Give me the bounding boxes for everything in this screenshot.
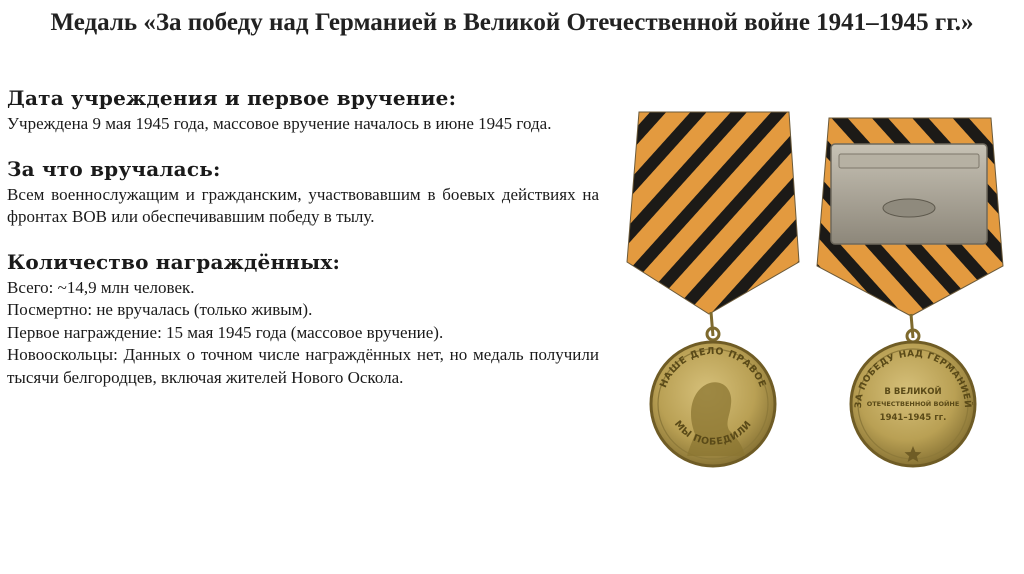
medal-back	[817, 118, 1003, 466]
section-text: Учреждена 9 мая 1945 года, массовое вручение началось в июне 1945 года.	[7, 114, 552, 133]
section-count	[7, 250, 599, 390]
slide-title: Медаль «За победу над Германией в Великой Отечественной войне 1941–1945 гг.»	[50, 9, 974, 36]
count-novy-oskol: Новооскольцы: Данных о точном числе награждённых нет, но медаль получили тысячи белгородцев, включая жителей Нового Оскола.	[7, 345, 599, 387]
section-text: Всем военнослужащим и гражданским, участвовавшим в боевых действиях на фронтах ВОВ или обеспечивавшим победу в тылу.	[7, 184, 599, 226]
back-inscription-ring: ЗА ПОБЕДУ НАД ГЕРМАНИЕЙ	[853, 349, 973, 409]
medal-images	[617, 104, 1017, 484]
back-center-line1: В ВЕЛИКОЙ	[884, 387, 942, 397]
content-column	[7, 86, 599, 410]
count-posthumous: Посмертно: не вручалась (только живым).	[7, 300, 313, 319]
ribbon-front	[627, 112, 799, 314]
count-total: Всего: ~14,9 млн человек.	[7, 277, 195, 297]
section-established	[7, 86, 599, 136]
section-text	[7, 277, 599, 390]
section-awarded-for	[7, 157, 599, 229]
front-inscription-bottom: МЫ ПОБЕДИЛИ	[671, 418, 755, 448]
section-heading: Количество награждённых:	[7, 249, 341, 274]
front-inscription-top: НАШЕ ДЕЛО ПРАВОЕ	[658, 345, 768, 390]
count-first-award: Первое награждение: 15 мая 1945 года (массовое вручение).	[7, 322, 444, 342]
back-center-line3: 1941–1945 гг.	[879, 413, 947, 423]
medal-front	[627, 112, 799, 466]
back-center-line2: ОТЕЧЕСТВЕННОЙ ВОЙНЕ	[866, 400, 960, 408]
section-heading: За что вручалась:	[7, 156, 221, 181]
section-heading: Дата учреждения и первое вручение:	[7, 86, 457, 110]
